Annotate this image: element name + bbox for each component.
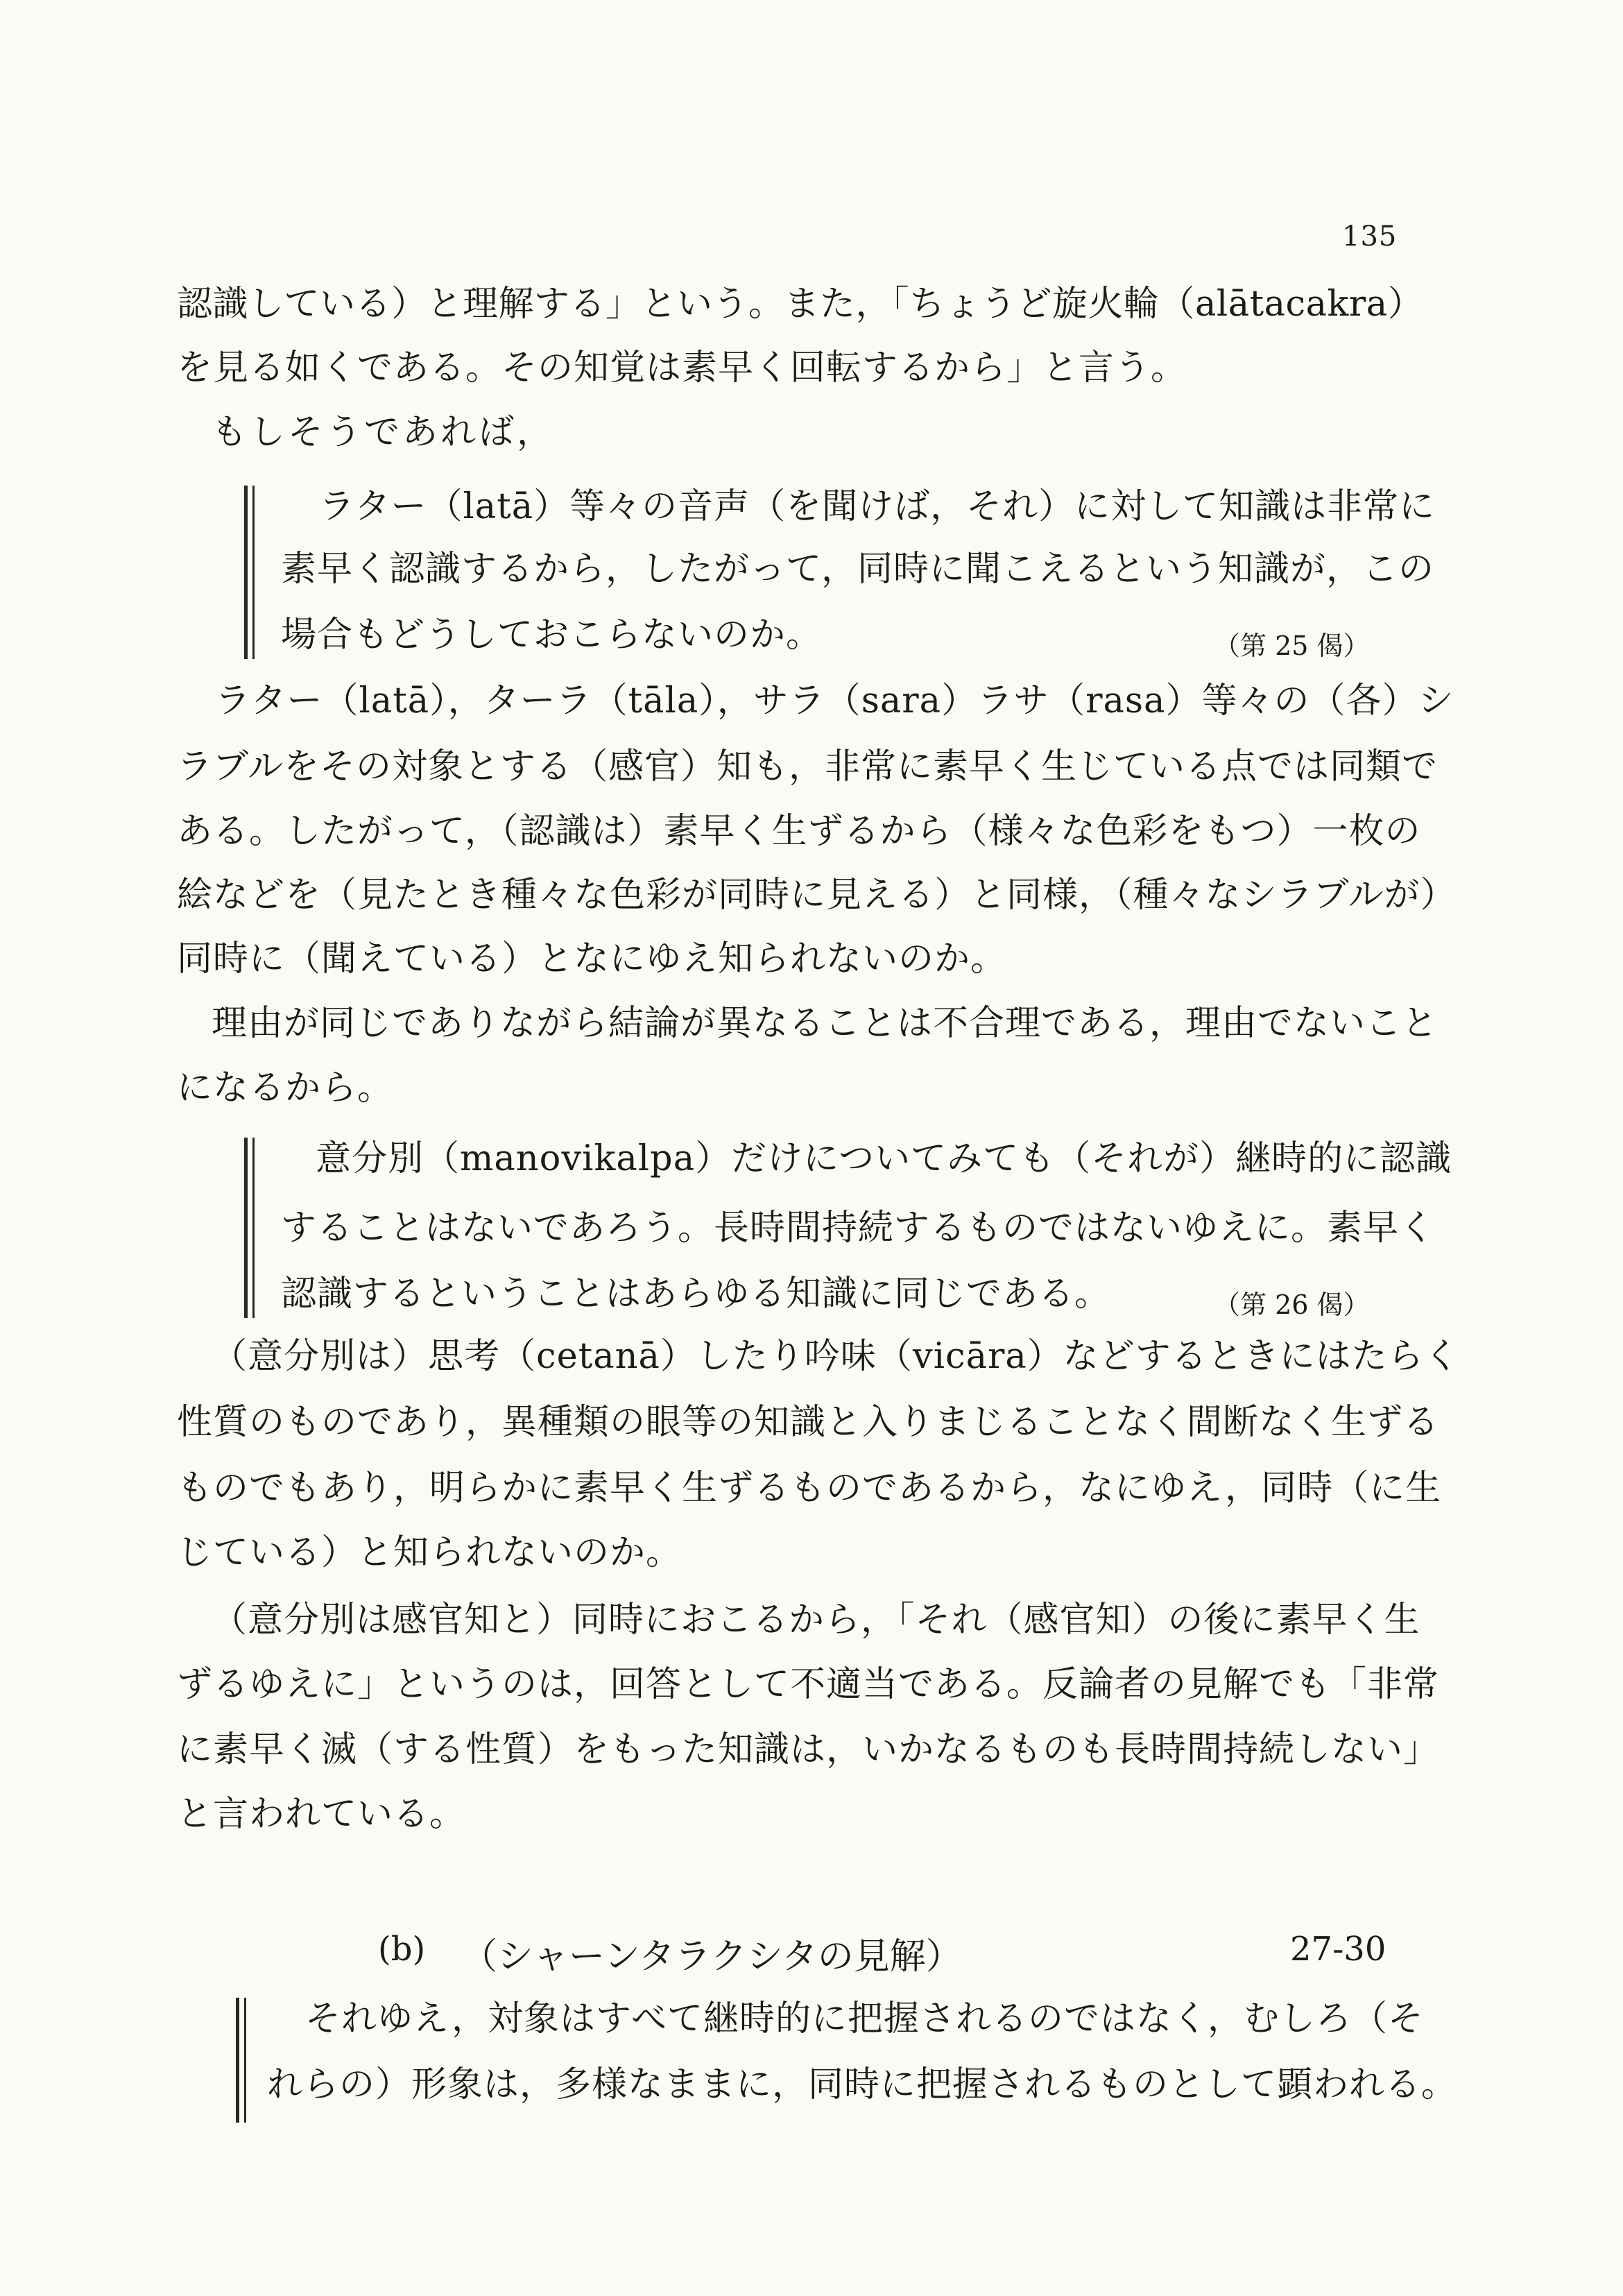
- verse-marker: [252, 486, 255, 659]
- text-line: を見る如くである。その知覚は素早く回転するから」と言う。: [177, 348, 1187, 388]
- verse-line: それゆえ，対象はすべて継時的に把握されるのではなく，むしろ（そ: [305, 1998, 1425, 2039]
- text-line: （意分別は感官知と）同時におこるから，「それ（感官知）の後に素早く生: [212, 1600, 1420, 1640]
- text-line: 性質のものであり，異種類の眼等の知識と入りまじることなく間断なく生ずる: [177, 1402, 1440, 1443]
- verse-line: 認識するということはあらゆる知識に同じである。: [281, 1274, 1111, 1314]
- verse-line: 場合もどうしておこらないのか。: [281, 615, 823, 656]
- verse-reference: （第 26 偈）: [1214, 1290, 1370, 1320]
- text-line: 理由が同じでありながら結論が異なることは不合理である，理由でないこと: [212, 1003, 1439, 1044]
- section-label: (b): [378, 1930, 426, 1969]
- text-line: ラター（latā），ターラ（tāla），サラ（sara）ラサ（rasa）等々の（各）シ: [215, 680, 1454, 721]
- verse-line: 意分別（manovikalpa）だけについてみても（それが）継時的に認識: [316, 1138, 1452, 1179]
- text-line: 認識している）と理解する」という。また，「ちょうど旋火輪（alātacakra）: [177, 284, 1424, 325]
- verse-line: 素早く認識するから，したがって，同時に聞こえるという知識が，この: [281, 549, 1434, 590]
- text-line: （意分別は）思考（cetanā）したり吟味（vicāra）などするときにはたらく: [212, 1336, 1460, 1377]
- text-line: ラブルをその対象とする（感官）知も，非常に素早く生じている点では同類で: [177, 746, 1438, 787]
- verse-marker: [244, 486, 248, 659]
- verse-reference: （第 25 偈）: [1214, 631, 1370, 661]
- verse-line: れらの）形象は，多様なままに，同時に把握されるものとして顕われる。: [267, 2064, 1458, 2105]
- text-line: ある。したがって，（認識は）素早く生ずるから（様々な色彩をもつ）一枚の: [177, 811, 1421, 852]
- text-line: に素早く滅（する性質）をもった知識は，いかなるものも長時間持続しない」: [177, 1729, 1440, 1770]
- text-line: ずるゆえに」というのは，回答として不適当である。反論者の見解でも「非常: [177, 1664, 1440, 1705]
- verse-line: することはないであろう。長時間持続するものではないゆえに。素早く: [281, 1208, 1436, 1249]
- text-line: 同時に（聞えている）となにゆえ知られないのか。: [177, 939, 1007, 979]
- verse-marker: [236, 1998, 239, 2123]
- text-line: になるから。: [177, 1068, 394, 1108]
- section-range: 27-30: [1290, 1930, 1386, 1969]
- text-line: じている）と知られないのか。: [177, 1532, 682, 1573]
- verse-line: ラター（latā）等々の音声（を聞けば，それ）に対して知識は非常に: [319, 486, 1436, 527]
- text-line: もしそうであれば，: [212, 412, 556, 453]
- page-number: 135: [1342, 221, 1398, 252]
- text-line: ものでもあり，明らかに素早く生ずるものであるから，なにゆえ，同時（に生: [177, 1468, 1442, 1509]
- text-line: と言われている。: [177, 1794, 466, 1835]
- verse-marker: [244, 1998, 246, 2123]
- verse-marker: [244, 1138, 248, 1318]
- section-title: （シャーンタラクシタの見解）: [461, 1936, 962, 1978]
- verse-marker: [252, 1138, 255, 1318]
- text-line: 絵などを（見たとき種々な色彩が同時に見える）と同様，（種々なシラブルが）: [177, 875, 1457, 916]
